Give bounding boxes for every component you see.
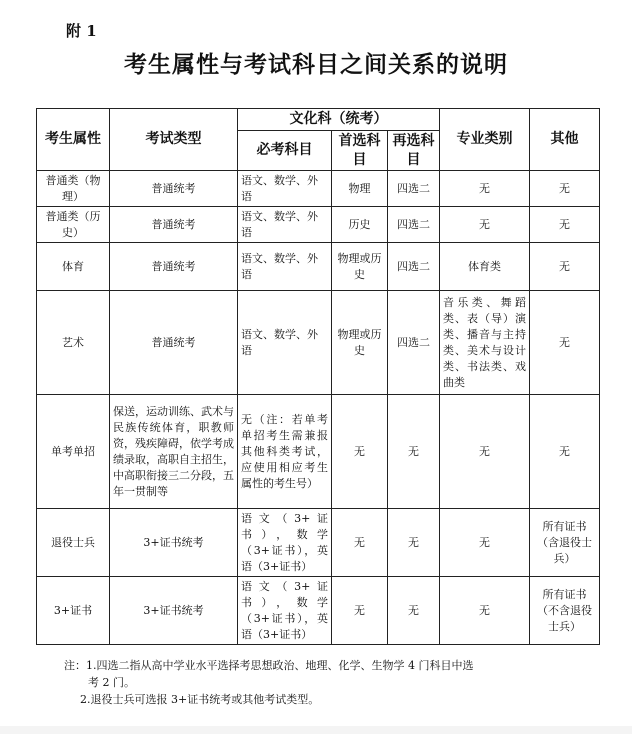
table-row <box>37 171 600 207</box>
cell-reselect: 四选二 <box>388 207 440 243</box>
cell-attr: 退役士兵 <box>37 509 110 577</box>
cell-preferred: 无 <box>332 395 388 509</box>
cell-preferred: 历史 <box>332 207 388 243</box>
cell-other: 所有证书（不含退役士兵） <box>530 577 600 645</box>
table-row <box>37 577 600 645</box>
header-attr: 考生属性 <box>37 109 110 171</box>
cell-major: 无 <box>440 207 530 243</box>
cell-attr: 单考单招 <box>37 395 110 509</box>
note-1-line-1: 注：1.四选二指从高中学业水平选择考思想政治、地理、化学、生物学 4 门科目中选 <box>64 659 474 672</box>
table-row <box>37 395 600 509</box>
cell-preferred: 物理 <box>332 171 388 207</box>
cell-major: 体育类 <box>440 243 530 291</box>
cell-preferred: 物理或历史 <box>332 243 388 291</box>
cell-exam-type: 3+证书统考 <box>110 577 238 645</box>
header-reselect: 再选科目 <box>388 131 440 171</box>
cell-other: 无 <box>530 243 600 291</box>
cell-other: 无 <box>530 207 600 243</box>
cell-major: 无 <box>440 509 530 577</box>
cell-preferred: 无 <box>332 577 388 645</box>
table-row <box>37 207 600 243</box>
cell-attr: 艺术 <box>37 291 110 395</box>
header-required: 必考科目 <box>238 131 332 171</box>
cell-attr: 体育 <box>37 243 110 291</box>
bottom-edge <box>0 726 632 734</box>
cell-attr: 3+证书 <box>37 577 110 645</box>
cell-required: 语文（3+证书），数学（3+证书），英语（3+证书） <box>238 577 332 645</box>
cell-required: 语文、数学、外语 <box>238 243 332 291</box>
cell-reselect: 无 <box>388 577 440 645</box>
table-row <box>37 243 600 291</box>
header-exam-type: 考试类型 <box>110 109 238 171</box>
cell-other: 无 <box>530 291 600 395</box>
cell-reselect: 四选二 <box>388 243 440 291</box>
header-culture-group: 文化科（统考） <box>238 109 440 131</box>
table-row <box>37 509 600 577</box>
cell-major: 无 <box>440 395 530 509</box>
cell-attr: 普通类（物理） <box>37 171 110 207</box>
cell-other: 无 <box>530 395 600 509</box>
cell-reselect: 四选二 <box>388 291 440 395</box>
cell-required: 语文、数学、外语 <box>238 291 332 395</box>
cell-attr: 普通类（历史） <box>37 207 110 243</box>
cell-required: 无（注：若单考单招考生需兼报其他科类考试，应使用相应考生属性的考生号） <box>238 395 332 509</box>
cell-exam-type: 保送，运动训练、武术与民族传统体育，职教师资，残疾障碍，依学考成绩录取，高职自主招生，中高职衔接三二分段，五年一贯制等 <box>110 395 238 509</box>
cell-required: 语文、数学、外语 <box>238 171 332 207</box>
header-other: 其他 <box>530 109 600 171</box>
cell-required: 语文（3+证书），数学（3+证书），英语（3+证书） <box>238 509 332 577</box>
cell-reselect: 无 <box>388 395 440 509</box>
cell-exam-type: 普通统考 <box>110 291 238 395</box>
cell-reselect: 四选二 <box>388 171 440 207</box>
table-notes <box>64 657 473 708</box>
relation-table <box>36 108 600 645</box>
cell-reselect: 无 <box>388 509 440 577</box>
cell-exam-type: 普通统考 <box>110 207 238 243</box>
cell-required: 语文、数学、外语 <box>238 207 332 243</box>
cell-major: 无 <box>440 171 530 207</box>
cell-preferred: 物理或历史 <box>332 291 388 395</box>
cell-exam-type: 普通统考 <box>110 171 238 207</box>
appendix-label: 附 1 <box>66 22 97 40</box>
table-row <box>37 291 600 395</box>
cell-major: 音乐类、舞蹈类、表（导）演类、播音与主持类、美术与设计类、书法类、戏曲类 <box>440 291 530 395</box>
cell-exam-type: 普通统考 <box>110 243 238 291</box>
cell-other: 无 <box>530 171 600 207</box>
cell-exam-type: 3+证书统考 <box>110 509 238 577</box>
page-title: 考生属性与考试科目之间关系的说明 <box>124 51 508 78</box>
note-1-line-2: 考 2 门。 <box>88 676 135 689</box>
header-preferred: 首选科目 <box>332 131 388 171</box>
header-major: 专业类别 <box>440 109 530 171</box>
cell-other: 所有证书（含退役士兵） <box>530 509 600 577</box>
note-2: 2.退役士兵可选报 3+证书统考或其他考试类型。 <box>80 693 320 706</box>
cell-preferred: 无 <box>332 509 388 577</box>
cell-major: 无 <box>440 577 530 645</box>
